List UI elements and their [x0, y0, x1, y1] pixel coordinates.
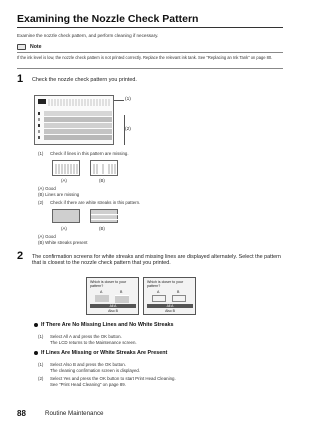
step-1-number: 1 [17, 73, 24, 85]
note-divider [17, 52, 283, 53]
thumbnail-good-streaks [52, 209, 80, 223]
item-2-text: Check if there are white streaks in this pattern. [50, 200, 141, 205]
nozzle-pattern-illustration [34, 95, 114, 145]
lcd-all-a-button-2[interactable]: All A [147, 304, 193, 308]
result-a-1: (A) Good [38, 186, 56, 191]
case-2-line-3: Select Yes and press the OK button to start Print Head Cleaning. [50, 376, 176, 381]
title-divider [17, 27, 283, 28]
result-a-2: (A) Good [38, 234, 56, 239]
result-b-1: (B) Lines are missing [38, 192, 80, 197]
callout-line-1 [114, 100, 124, 101]
item-1-text: Check if lines in this pattern are missing. [50, 151, 129, 156]
case-2-number-1: (1) [38, 362, 44, 367]
lines-good-graphic [53, 161, 81, 177]
intro-text: Examine the nozzle check pattern, and perform cleaning if necessary. [17, 33, 159, 38]
callout-1: (1) [125, 97, 131, 102]
item-1-number: (1) [38, 151, 44, 156]
case-2-heading [34, 350, 167, 356]
label-b-2: (B) [99, 226, 105, 231]
lines-missing-graphic [91, 161, 119, 177]
lcd-also-b-button-1[interactable]: Also B [108, 309, 118, 313]
lcd-question-2: Which is closer to your pattern? [147, 280, 184, 288]
step-1-text: Check the nozzle check pattern you printed. [32, 77, 137, 83]
note-icon [17, 44, 26, 50]
case-2-title: If Lines Are Missing or White Streaks Are Present [41, 350, 168, 356]
section-name: Routine Maintenance [45, 410, 104, 417]
result-b-2: (B) White streaks present [38, 240, 88, 245]
page-title: Examining the Nozzle Check Pattern [17, 13, 199, 25]
callout-2: (2) [125, 127, 131, 132]
page-number: 88 [17, 409, 26, 418]
thumbnail-good-lines [52, 160, 80, 176]
case-2-line-2: The cleaning confirmation screen is displayed. [50, 368, 141, 373]
item-2-number: (2) [38, 200, 44, 205]
case-2-line-1: Select Also B and press the OK button. [50, 362, 126, 367]
lcd-screen-streaks [86, 277, 139, 315]
lcd-all-a-button-1[interactable]: All A [90, 304, 136, 308]
case-1-line-1: Select All A and press the OK button. [50, 334, 122, 339]
nozzle-pattern-graphic [35, 96, 115, 146]
note-text: If the ink level is low, the nozzle check pattern is not printed correctly. Replace the relevant ink tank. See "Replacing an Ink Tank" on page 80. [17, 55, 273, 60]
lcd-b-2: B [177, 290, 180, 294]
label-a-2: (A) [61, 226, 67, 231]
case-1-heading [34, 322, 174, 328]
label-a-1: (A) [61, 178, 67, 183]
step-2-text: The confirmation screens for white streaks and missing lines are displayed alternately. Select the pattern that is closest to the nozzle check pattern that you printed. [32, 254, 281, 267]
label-b-1: (B) [99, 178, 105, 183]
lcd-screen-lines [143, 277, 196, 315]
lcd-pattern-b-2 [172, 295, 186, 302]
thumbnail-missing-lines [90, 160, 118, 176]
bullet-icon [34, 323, 38, 327]
lcd-pattern-b-1 [115, 295, 129, 303]
lcd-b-1: B [120, 290, 123, 294]
case-1-line-2: The LCD returns to the Maintenance screen. [50, 340, 137, 345]
thumbnail-white-streaks [90, 209, 118, 223]
bullet-icon [34, 351, 38, 355]
case-2-number-2: (2) [38, 376, 44, 381]
note-divider-bottom [17, 68, 283, 69]
step-2-number: 2 [17, 250, 24, 262]
case-1-title: If There Are No Missing Lines and No White Streaks [41, 322, 174, 328]
case-1-number: (1) [38, 334, 44, 339]
lcd-a-1: A [100, 290, 103, 294]
lcd-question-1: Which is closer to your pattern? [90, 280, 127, 288]
lcd-pattern-a-1 [95, 295, 109, 302]
lcd-also-b-button-2[interactable]: Also B [165, 309, 175, 313]
case-2-line-4: See "Print Head Cleaning" on page 89. [50, 382, 126, 387]
lcd-pattern-a-2 [152, 295, 166, 302]
white-streaks-graphic [91, 210, 119, 224]
lcd-a-2: A [157, 290, 160, 294]
note-label: Note [30, 44, 42, 50]
